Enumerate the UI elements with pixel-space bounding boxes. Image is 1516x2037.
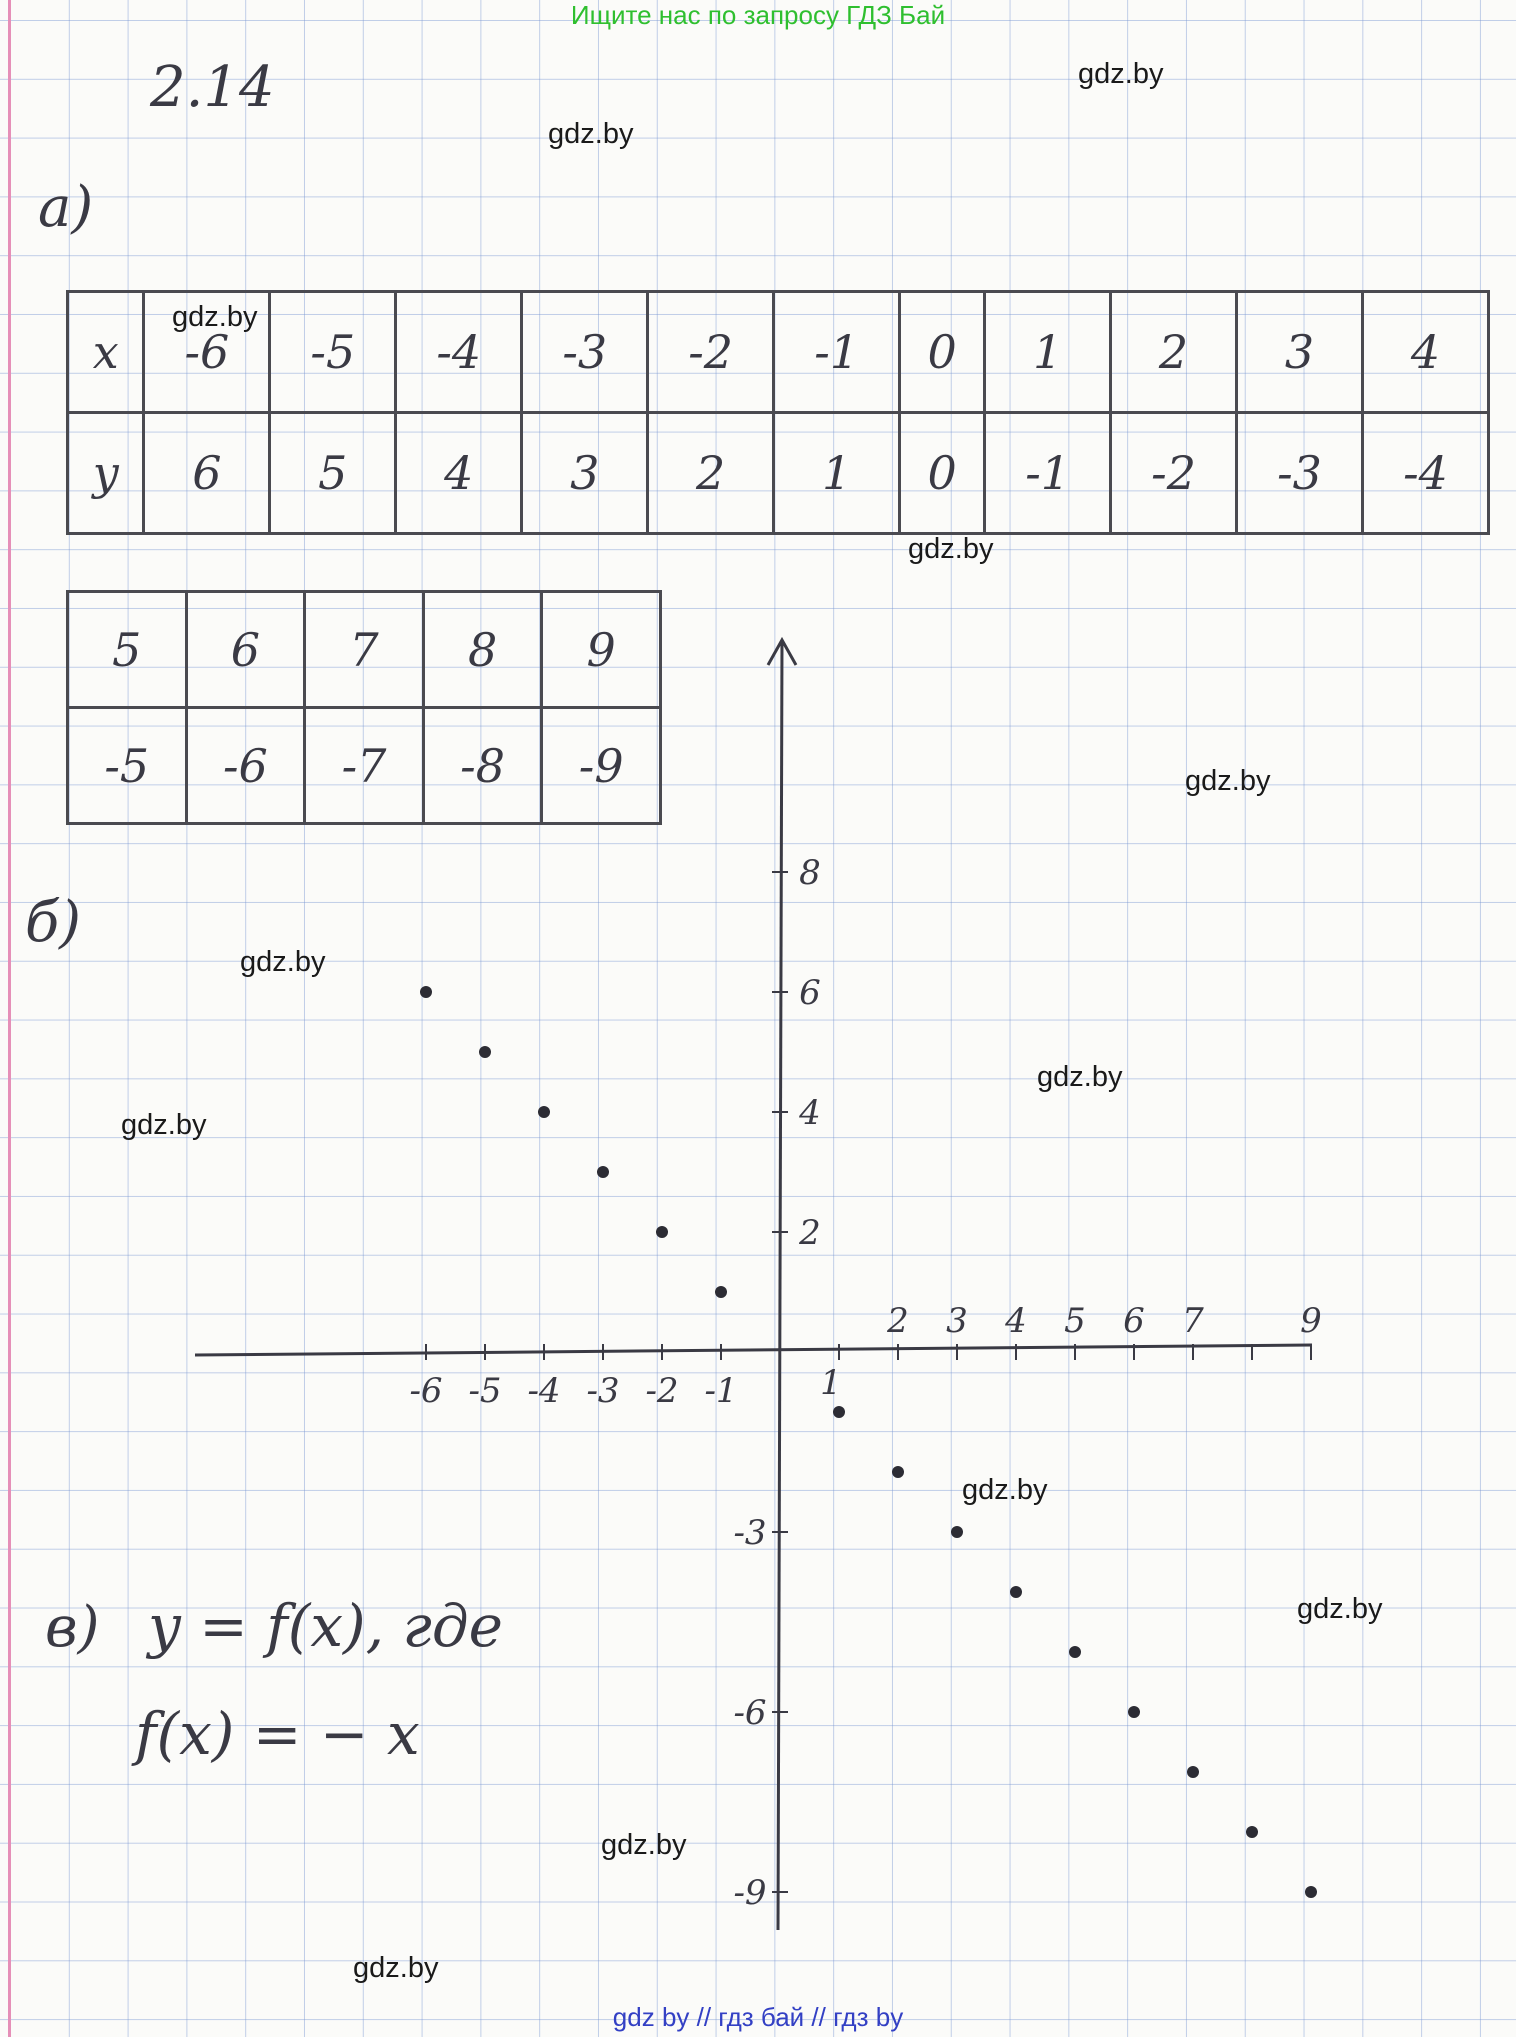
table-cell: 5 <box>270 413 396 534</box>
table-cell: -4 <box>1363 413 1489 534</box>
data-point <box>951 1526 963 1538</box>
table-cell: 7 <box>305 592 424 708</box>
y-axis <box>778 640 782 1930</box>
table-cell: -8 <box>423 708 542 824</box>
table-cell: -4 <box>396 292 522 413</box>
watermark: gdz.by <box>172 301 258 333</box>
bottom-banner[interactable]: gdz by // гдз бай // гдз by <box>612 2002 904 2032</box>
watermark: gdz.by <box>548 118 634 150</box>
y-tick-label: -6 <box>733 1693 767 1733</box>
data-point <box>597 1166 609 1178</box>
x-axis <box>195 1345 1312 1355</box>
x-tick-label: 9 <box>1300 1301 1322 1341</box>
formula-line-1: y = f(x), где <box>148 1592 503 1660</box>
y-tick-label: 6 <box>799 973 821 1013</box>
data-point <box>1305 1886 1317 1898</box>
table-cell: -7 <box>305 708 424 824</box>
data-point <box>1187 1766 1199 1778</box>
x-tick-label: 5 <box>1064 1301 1086 1341</box>
table-cell: 8 <box>423 592 542 708</box>
table-cell: 9 <box>542 592 661 708</box>
table-cell: -3 <box>1237 413 1363 534</box>
table-cell: -9 <box>542 708 661 824</box>
data-point <box>892 1466 904 1478</box>
watermark: gdz.by <box>1297 1593 1383 1625</box>
watermark: gdz.by <box>1185 765 1271 797</box>
watermark: gdz.by <box>1078 58 1164 90</box>
table-cell: 2 <box>1111 292 1237 413</box>
table-cell: 5 <box>68 592 187 708</box>
table-cell: -1 <box>985 413 1111 534</box>
watermark: gdz.by <box>908 533 994 565</box>
table-cell: 4 <box>1363 292 1489 413</box>
table-cell: -6 <box>144 292 270 413</box>
table-cell: 3 <box>1237 292 1363 413</box>
data-point <box>538 1106 550 1118</box>
x-tick-label: -4 <box>527 1371 561 1411</box>
table-cell-y-label: y <box>68 413 144 534</box>
table-cell: 4 <box>396 413 522 534</box>
part-c-label: в) <box>45 1595 100 1660</box>
y-tick-label: 4 <box>799 1093 821 1133</box>
table-cell: -2 <box>648 292 774 413</box>
x-tick-label: 4 <box>1005 1301 1027 1341</box>
formula-line-2: f(x) = − x <box>135 1700 420 1768</box>
x-tick-label: 3 <box>946 1301 968 1341</box>
x-tick-label: 1 <box>820 1363 842 1403</box>
x-tick-label: -3 <box>586 1371 620 1411</box>
table-cell-x-label: x <box>68 292 144 413</box>
table-cell: 0 <box>900 413 985 534</box>
y-tick-label: -3 <box>733 1513 767 1553</box>
data-point <box>1128 1706 1140 1718</box>
table-cell: 0 <box>900 292 985 413</box>
data-point <box>479 1046 491 1058</box>
top-banner[interactable]: Ищите нас по запросу ГДЗ Бай <box>570 0 946 30</box>
part-b-label: б) <box>25 890 82 955</box>
data-point <box>1246 1826 1258 1838</box>
table-cell: -1 <box>774 292 900 413</box>
data-point <box>1010 1586 1022 1598</box>
x-tick-label: -6 <box>409 1371 443 1411</box>
x-tick-label: -2 <box>645 1371 679 1411</box>
y-tick-label: -9 <box>733 1873 767 1913</box>
x-tick-label: -1 <box>704 1371 738 1411</box>
y-tick-label: 2 <box>799 1213 821 1253</box>
table-cell: -5 <box>68 708 187 824</box>
table-cell: -3 <box>522 292 648 413</box>
table-cell: 2 <box>648 413 774 534</box>
y-tick-label: 8 <box>799 853 821 893</box>
x-tick-label: -5 <box>468 1371 502 1411</box>
x-tick-label: 6 <box>1123 1301 1145 1341</box>
table-cell: 3 <box>522 413 648 534</box>
data-point <box>1069 1646 1081 1658</box>
table-cell: -2 <box>1111 413 1237 534</box>
problem-number: 2.14 <box>150 55 275 120</box>
table-cell: 1 <box>774 413 900 534</box>
watermark: gdz.by <box>240 946 326 978</box>
table-cell: 6 <box>144 413 270 534</box>
table-cell: 6 <box>186 592 305 708</box>
watermark: gdz.by <box>1037 1061 1123 1093</box>
data-point <box>420 986 432 998</box>
part-a-label: а) <box>38 175 94 240</box>
table-cell: 1 <box>985 292 1111 413</box>
table-cell: -6 <box>186 708 305 824</box>
watermark: gdz.by <box>962 1474 1048 1506</box>
data-point <box>715 1286 727 1298</box>
watermark: gdz.by <box>353 1952 439 1984</box>
x-tick-label: 2 <box>887 1301 909 1341</box>
table-cell: -5 <box>270 292 396 413</box>
data-point <box>833 1406 845 1418</box>
watermark: gdz.by <box>601 1829 687 1861</box>
x-tick-label: 7 <box>1182 1301 1204 1341</box>
data-point <box>656 1226 668 1238</box>
watermark: gdz.by <box>121 1109 207 1141</box>
